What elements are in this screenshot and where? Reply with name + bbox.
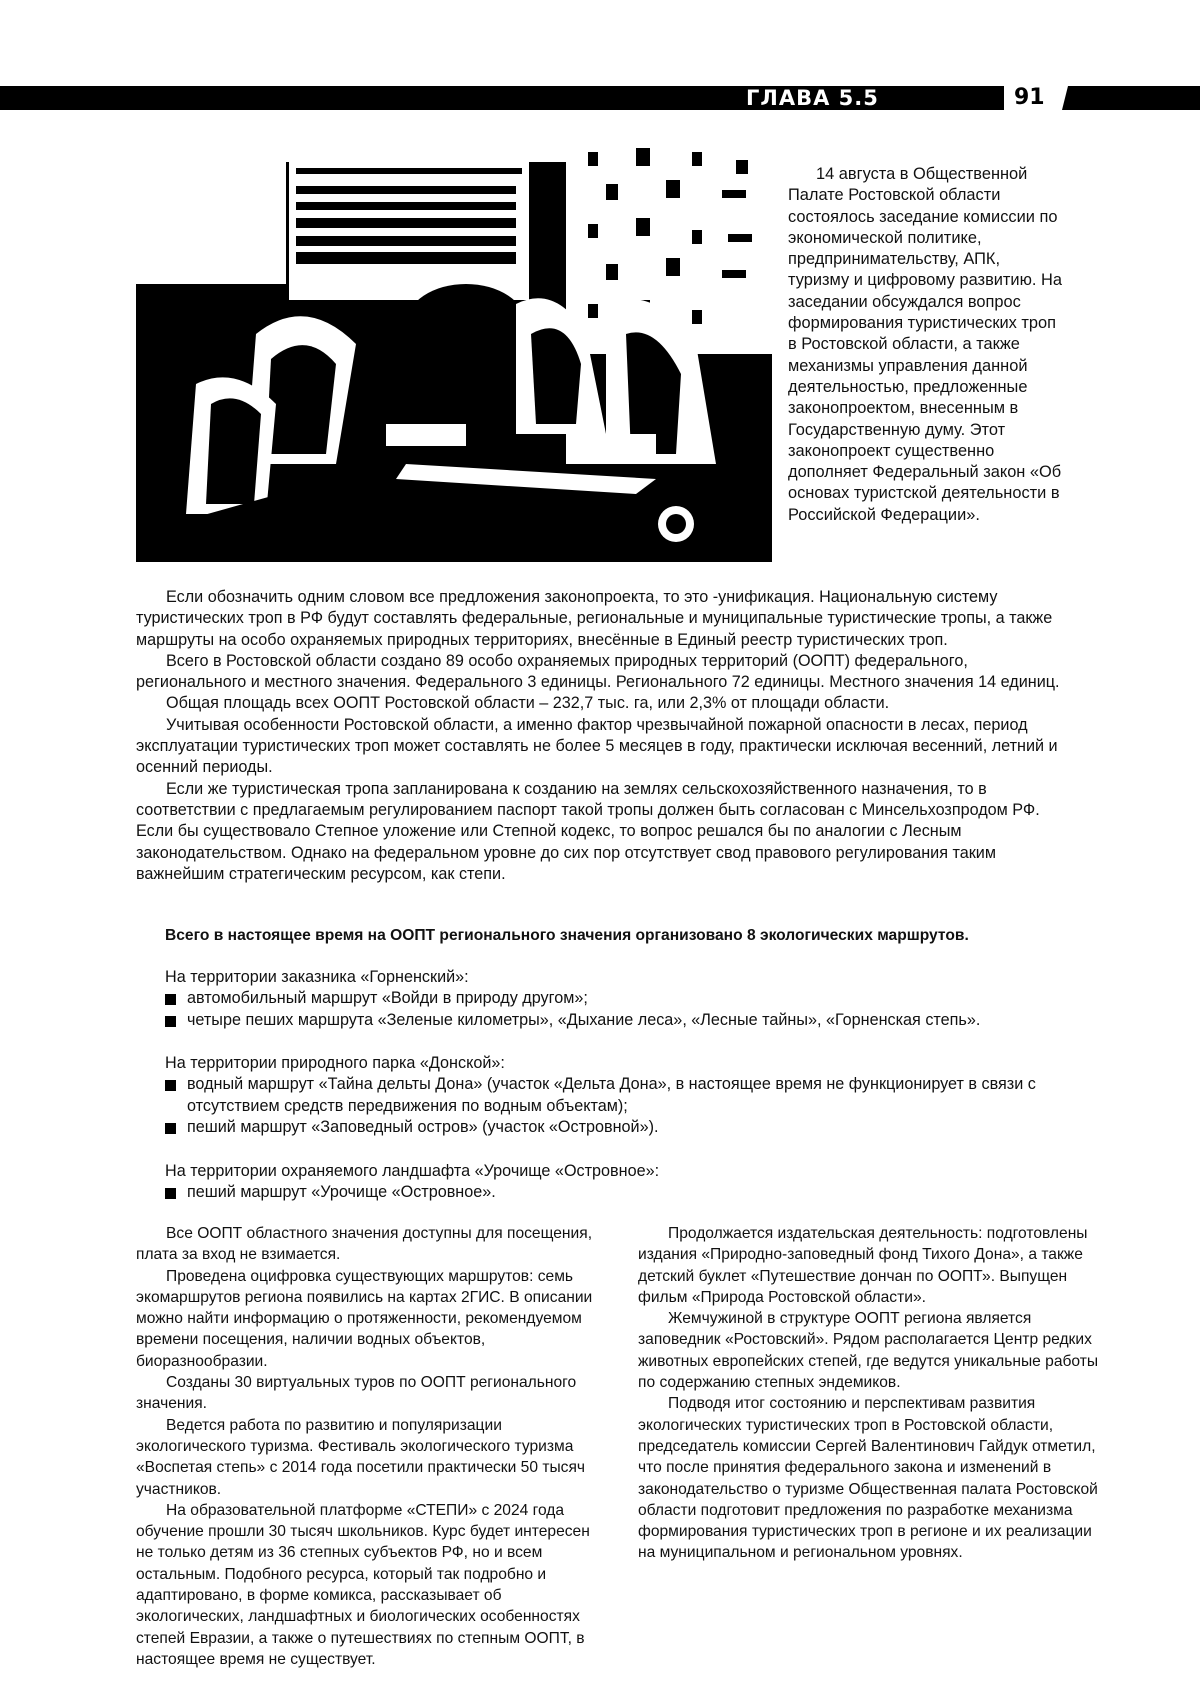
bullet-icon bbox=[165, 1188, 176, 1199]
paragraph: Ведется работа по развитию и популяризации экологического туризма. Фестиваль экологического туризма «Воспетая степь» с 2014 года посетили практически 50 тысяч участников. bbox=[136, 1416, 586, 1498]
route-group-gornensky bbox=[165, 967, 1065, 1031]
list-item bbox=[165, 1117, 1065, 1138]
list-item bbox=[165, 1182, 1065, 1203]
side-column bbox=[788, 164, 1063, 526]
list-item bbox=[165, 988, 1065, 1009]
paragraph: Жемчужиной в структуре ООПТ региона является заповедник «Ростовский». Рядом располагается Центр редких животных европейских степей, где ведутся уникальные работы по содержанию степных эндемиков. bbox=[638, 1310, 1099, 1392]
route-group-donskoy bbox=[165, 1053, 1065, 1138]
side-paragraph: 14 августа в Общественной Палате Ростовской области состоялось заседание комиссии по экономической политике, предпринимательству, АПК, туризму и цифровому развитию. На заседании обсуждался вопрос формирования туристических троп в Ростовской области, а также механизмы управления данной деятельностью, предложенные законопроектом, внесенным в Государственную думу. Этот законопроект существенно дополняет Федеральный закон «Об основах туристской деятельности в Российской Федерации». bbox=[788, 165, 1062, 524]
paragraph: Созданы 30 виртуальных туров по ООПТ регионального значения. bbox=[136, 1374, 577, 1413]
route-list bbox=[165, 988, 1065, 1031]
main-body bbox=[136, 587, 1063, 885]
paragraph: Если обозначить одним словом все предложения законопроекта, то это -унификация. Национальную систему туристических троп в РФ будут составлять федеральные, региональные и муниципальные туристические тропы, а также маршруты на особо охраняемых природных территориях, внесённые в Единый реестр туристических троп. bbox=[136, 588, 1053, 649]
route-list bbox=[165, 1182, 1065, 1203]
paragraph: Проведена оцифровка существующих маршрутов: семь экомаршрутов региона появились на картах 2ГИС. В описании можно найти информацию о протяженности, рекомендуемом времени посещения, наличии водных объектов, биоразнообразии. bbox=[136, 1267, 593, 1370]
bullet-icon bbox=[165, 994, 176, 1005]
bullet-icon bbox=[165, 1080, 176, 1091]
group-title: На территории охраняемого ландшафта «Урочище «Островное»: bbox=[165, 1162, 660, 1180]
list-item-text: водный маршрут «Тайна дельты Дона» (участок «Дельта Дона», в настоящее время не функционирует в связи с отсутствием средств передвижения по водным объектам); bbox=[187, 1075, 1036, 1115]
bullet-icon bbox=[165, 1123, 176, 1134]
route-list bbox=[165, 1074, 1065, 1138]
list-item-text: пеший маршрут «Заповедный остров» (участок «Островной»). bbox=[187, 1117, 659, 1136]
paragraph: Подводя итог состоянию и перспективам развития экологических туристических троп в Ростовской области, председатель комиссии Сергей Валентинович Гайдук отметил, что после принятия федерального закона и изменений в законодательство о туризме Общественная палата Ростовской области подготовит предложения по разработке механизма формирования туристических троп в регионе и их реализации на муниципальном и региональном уровнях. bbox=[638, 1395, 1098, 1562]
paragraph: Общая площадь всех ООПТ Ростовской области – 232,7 тыс. га, или 2,3% от площади области. bbox=[166, 694, 890, 713]
list-item bbox=[165, 1010, 1065, 1031]
list-item bbox=[165, 1074, 1067, 1117]
meeting-photo-icon bbox=[136, 134, 772, 562]
highlight-statement: Всего в настоящее время на ООПТ регионального значения организовано 8 экологических маршрутов. bbox=[165, 927, 969, 944]
list-item-text: пеший маршрут «Урочище «Островное». bbox=[187, 1183, 496, 1202]
paragraph: Все ООПТ областного значения доступны для посещения, плата за вход не взимается. bbox=[136, 1225, 593, 1264]
bullet-icon bbox=[165, 1016, 176, 1027]
paragraph: Всего в Ростовской области создано 89 особо охраняемых природных территорий (ООПТ) федерального, регионального и местного значения. Федерального 3 единицы. Регионального 72 единицы. Местного значения 14 единиц. bbox=[136, 651, 1060, 692]
right-column bbox=[638, 1223, 1108, 1564]
chapter-title: ГЛАВА 5.5 bbox=[746, 86, 879, 110]
paragraph: На образовательной платформе «СТЕПИ» с 2024 года обучение прошли 30 тысяч школьников. Курс будет интересен не только детям из 36 степных субъектов РФ, но и всем остальным. Подобного ресурса, который так подробно и адаптировано, в форме комикса, рассказывает об экологических, ландшафтных и биологических особенностях степей Евразии, а также о путешествиях по степным ООПТ, в настоящее время не существует. bbox=[136, 1501, 590, 1668]
paragraph: Если же туристическая тропа запланирована к созданию на землях сельскохозяйственного назначения, то в соответствии с предлагаемым регулированием паспорт такой тропы должен быть согласован с Минсельхозпродом РФ. Если бы существовало Степное уложение или Степной кодекс, то вопрос решался бы по аналогии с Лесным законодательством. Однако на федеральном уровне до сих пор отсутствует свод правового регулирования таким важнейшим стратегическим ресурсом, как степи. bbox=[136, 779, 1040, 883]
group-title: На территории природного парка «Донской»: bbox=[165, 1054, 505, 1072]
page-header bbox=[0, 86, 1200, 110]
paragraph: Учитывая особенности Ростовской области, а именно фактор чрезвычайной пожарной опасности в лесах, период эксплуатации туристических троп может составлять не более 5 месяцев в году, практически исключая весенний, летний и осенний периоды. bbox=[136, 715, 1058, 777]
list-item-text: автомобильный маршрут «Войди в природу другом»; bbox=[187, 989, 588, 1008]
meeting-photo bbox=[136, 134, 772, 562]
group-title: На территории заказника «Горненский»: bbox=[165, 968, 469, 986]
paragraph: Продолжается издательская деятельность: подготовлены издания «Природно-заповедный фонд Тихого Дона», а также детский буклет «Путешествие дончан по ООПТ». Выпущен фильм «Природа Ростовской области». bbox=[638, 1225, 1088, 1306]
page-number: 91 bbox=[1014, 85, 1045, 110]
route-group-ostrovnoe bbox=[165, 1161, 1065, 1204]
header-bar-right bbox=[1062, 86, 1200, 110]
list-item-text: четыре пеших маршрута «Зеленые километры», «Дыхание леса», «Лесные тайны», «Горненская степь». bbox=[187, 1010, 981, 1029]
left-column bbox=[136, 1223, 611, 1670]
